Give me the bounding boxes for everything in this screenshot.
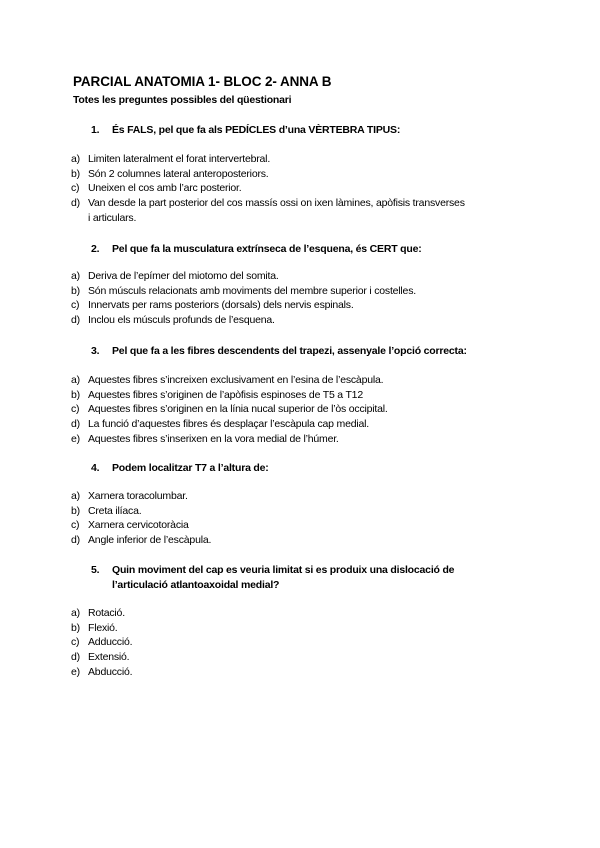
question-number: 1. (91, 124, 100, 136)
options-list (71, 373, 528, 447)
options-list (71, 269, 528, 328)
option-text: Adducció. (88, 636, 133, 649)
option (71, 388, 528, 403)
option-label: a) (71, 374, 80, 386)
question-text-continuation: l’articulació atlantoaxoidal medial? (112, 579, 280, 591)
option-text: Són músculs relacionats amb moviments del membre superior i costelles. (88, 284, 416, 297)
option-label: d) (71, 534, 80, 547)
option (71, 298, 528, 313)
option-label: a) (71, 607, 80, 619)
option-label: a) (71, 490, 80, 502)
option-text: Aquestes fibres s’inserixen en la vora medial de l’húmer. (88, 432, 339, 445)
option-text: Creta ilíaca. (88, 504, 142, 517)
option-text: Van desde la part posterior del cos massís ossi on ixen làmines, apòfisis transverses (88, 197, 465, 210)
option-text: Extensió. (88, 651, 130, 664)
option-text: Flexió. (88, 621, 118, 634)
option (71, 284, 528, 299)
option (71, 635, 528, 650)
option-label: c) (71, 636, 80, 649)
option-label: c) (71, 519, 80, 532)
option (71, 152, 528, 167)
option-text: Deriva de l’epímer del miotomo del somita. (88, 270, 279, 282)
options-list (71, 606, 528, 680)
option (71, 533, 528, 548)
option-label: c) (71, 299, 80, 312)
option-label: d) (71, 651, 80, 664)
option-label: b) (71, 621, 80, 634)
question-number: 3. (91, 345, 100, 357)
option-text: Aquestes fibres s’originen de l’apòfisis espinoses de T5 a T12 (88, 388, 363, 401)
option (71, 504, 528, 519)
page-subtitle: Totes les preguntes possibles del qüestionari (73, 94, 292, 106)
option-label: c) (71, 403, 80, 416)
option-text: Innervats per rams posteriors (dorsals) dels nervis espinals. (88, 299, 354, 312)
option-label: b) (71, 388, 80, 401)
options-list (71, 489, 528, 548)
option-label: d) (71, 314, 80, 327)
option-text: Rotació. (88, 607, 125, 619)
option-label: e) (71, 432, 80, 445)
option (71, 181, 528, 196)
question-text: Quin moviment del cap es veuria limitat si es produix una dislocació de (112, 564, 455, 576)
question-2 (91, 242, 422, 257)
option (71, 417, 528, 432)
option (71, 313, 528, 328)
question-number: 5. (91, 564, 100, 576)
option-text: La funció d’aquestes fibres és desplaçar l’escàpula cap medial. (88, 418, 369, 431)
option-text: Abducció. (88, 665, 133, 678)
option-text: Inclou els músculs profunds de l’esquena. (88, 314, 275, 327)
option-label: e) (71, 665, 80, 678)
option-text: Uneixen el cos amb l’arc posterior. (88, 182, 242, 195)
option (71, 489, 528, 504)
option (71, 621, 528, 636)
question-text: Pel que fa a les fibres descendents del trapezi, assenyale l’opció correcta: (112, 345, 467, 357)
option (71, 518, 528, 533)
option-text: i articulars. (88, 211, 137, 224)
option-text: Xarnera toracolumbar. (88, 490, 188, 502)
option (71, 432, 528, 447)
option (71, 402, 528, 417)
page-title: PARCIAL ANATOMIA 1- BLOC 2- ANNA B (73, 74, 332, 89)
option-text: Limiten lateralment el forat intervertebral. (88, 153, 271, 165)
option-label: b) (71, 284, 80, 297)
question-number: 2. (91, 243, 100, 255)
option (71, 606, 528, 621)
question-text: Podem localitzar T7 a l’altura de: (112, 462, 269, 474)
question-4 (91, 461, 269, 476)
option-continuation (71, 211, 528, 226)
option-text: Xarnera cervicotoràcia (88, 519, 189, 532)
option-text: Angle inferior de l’escàpula. (88, 534, 212, 547)
question-1 (91, 123, 400, 138)
question-text: Pel que fa la musculatura extrínseca de l’esquena, és CERT que: (112, 243, 422, 255)
option (71, 665, 528, 680)
question-5 (91, 563, 454, 593)
question-3 (91, 344, 467, 359)
option (71, 196, 528, 211)
option-label: d) (71, 418, 80, 431)
option-label: b) (71, 504, 80, 517)
options-list (71, 152, 528, 226)
question-text: És FALS, pel que fa als PEDÍCLES d’una VÈRTEBRA TIPUS: (112, 124, 401, 136)
option-text: Aquestes fibres s’increixen exclusivament en l’esina de l’escàpula. (88, 374, 384, 386)
option (71, 373, 528, 388)
option-label: a) (71, 153, 80, 165)
option-label: d) (71, 197, 80, 210)
option (71, 650, 528, 665)
option-text: Són 2 columnes lateral anteroposteriors. (88, 167, 269, 180)
question-number: 4. (91, 462, 100, 474)
option (71, 167, 528, 182)
option-label: c) (71, 182, 80, 195)
option-label: b) (71, 167, 80, 180)
option-text: Aquestes fibres s’originen en la línia nucal superior de l’òs occipital. (88, 403, 388, 416)
option (71, 269, 528, 284)
option-label: a) (71, 270, 80, 282)
